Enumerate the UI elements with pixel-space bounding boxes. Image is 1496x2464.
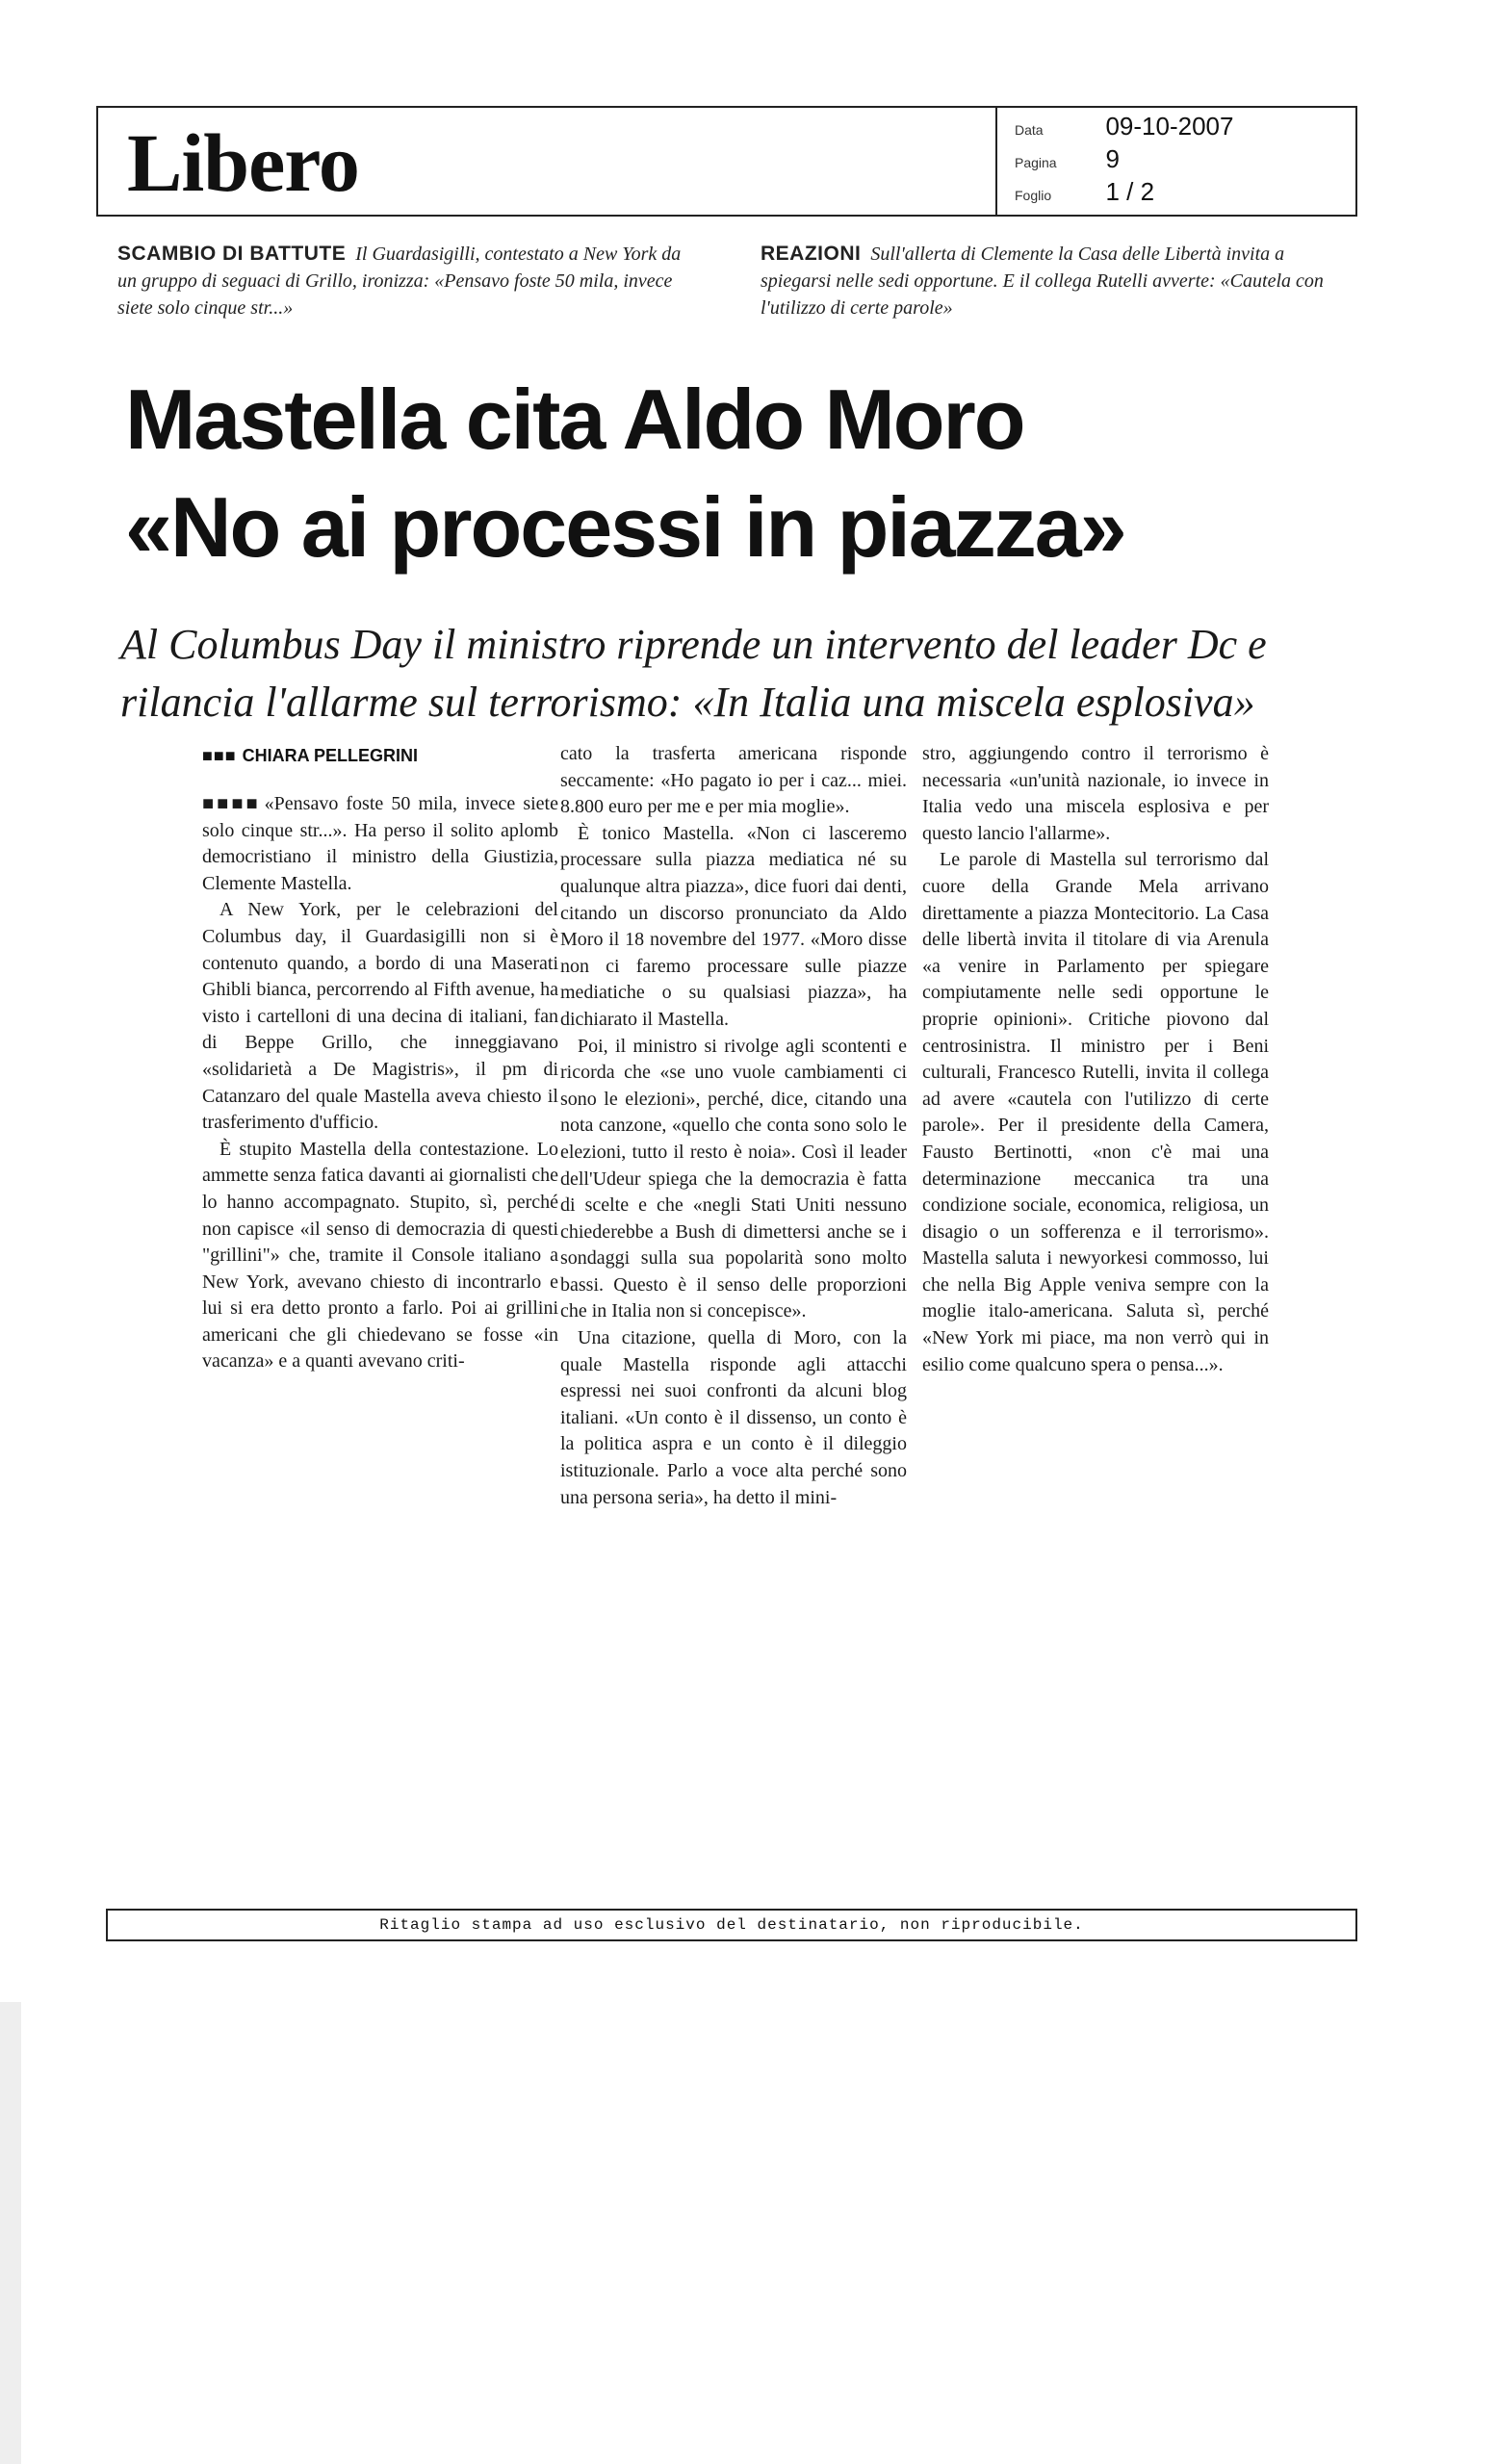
paragraph: È tonico Mastella. «Non ci lasceremo processare sulla piazza mediatica né su qualunque altra piazza», dice fuori dai denti, citando un discorso pronunciato da Aldo Moro il 18 novembre del 1977. «Moro disse non ci faremo processare sulle piazze mediatiche o su qualsiasi piazza», ha dichiarato il Mastella. — [560, 822, 907, 1030]
sheet-value: 1 / 2 — [1105, 177, 1155, 206]
newspaper-logo: Libero — [127, 116, 359, 209]
headline-line-2: «No ai processi in piazza» — [125, 479, 1125, 575]
kicker-right — [761, 241, 1348, 321]
headline — [125, 366, 1357, 581]
subheadline-line-2: rilancia l'allarme sul terrorismo: «In Italia una miscela esplosiva» — [120, 679, 1255, 726]
headline-line-1: Mastella cita Aldo Moro — [125, 372, 1024, 467]
paragraph-text: «Pensavo foste 50 mila, invece siete solo cinque str...». Ha perso il solito aplomb democristiano il ministro della Giustizia, Clemente Mastella. — [202, 793, 558, 894]
article-column-1 — [202, 791, 558, 1375]
clipping-metadata — [995, 106, 1361, 217]
reproduction-notice: Ritaglio stampa ad uso esclusivo del destinatario, non riproducibile. — [106, 1909, 1357, 1941]
kicker-left-keyword: SCAMBIO DI BATTUTE — [117, 243, 347, 265]
paragraph: È stupito Mastella della contestazione. Lo ammette senza fatica davanti ai giornalisti che lo hanno accompagnato. Stupito, sì, perché non capisce «il senso di democrazia di questi "grillini"» che, tramite il Console italiano a New York, avevano chiesto di incontrarlo e lui si era detto pronto a farlo. Poi ai grillini americani che gli chiedevano se fosse «in vacanza» e a quanti avevano criti- — [202, 1138, 558, 1373]
page-row — [1015, 144, 1120, 174]
lead-marks: ■■■■ — [202, 793, 261, 814]
kicker-right-text: Sull'allerta di Clemente la Casa delle Libertà invita a spiegarsi nelle sedi opportune. E il collega Rutelli avverte: «Cautela con l'utilizzo di certe parole» — [761, 244, 1324, 319]
kicker-right-keyword: REAZIONI — [761, 243, 862, 265]
paragraph: Una citazione, quella di Moro, con la quale Mastella risponde agli attacchi espressi nei suoi confronti da alcuni blog italiani. «Un conto è il dissenso, un conto è la politica aspra e un conto è il dileggio istituzionale. Parlo a voce alta perché sono una persona seria», ha detto il mini- — [560, 1327, 907, 1508]
kicker-left — [117, 241, 705, 321]
paragraph: A New York, per le celebrazioni del Columbus day, il Guardasigilli non si è contenuto quando, a bordo di una Maserati Ghibli bianca, percorrendo al Fifth avenue, ha visto i cartelloni di una decina di italiani, fan di Beppe Grillo, che inneggiavano «solidarietà a De Magistris», il pm di Catanzaro del quale Mastella aveva chiesto il trasferimento d'ufficio. — [202, 899, 558, 1134]
date-label: Data — [1015, 122, 1044, 138]
paragraph: Le parole di Mastella sul terrorismo dal cuore della Grande Mela arrivano direttamente a piazza Montecitorio. La Casa delle libertà invita il titolare di via Arenula «a venire in Parlamento per spiegare compiutamente nelle sedi opportune le proprie opinioni». Critiche piovono dal centrosinistra. Il ministro per i Beni culturali, Francesco Rutelli, invita il collega ad avere «cautela con l'utilizzo di certe parole». Per il presidente della Camera, Fausto Bertinotti, «non c'è mai una determinazione meccanica tra una condizione sociale, economica, religiosa, un disagio o un sofferenza e il terrorismo». Mastella saluta i newyorkesi commosso, lui che nella Big Apple veniva sempre con la moglie italo-americana. Saluta sì, perché «New York mi piace, ma non verrò qui in esilio come qualcuno spera o pensa...». — [922, 849, 1269, 1375]
article-column-3 — [922, 741, 1269, 1378]
paragraph: Poi, il ministro si rivolge agli scontenti e ricorda che «se uno vuole cambiamenti ci sono le elezioni», perché, dice, citando una nota canzone, «quello che conta sono solo le elezioni, tutto il resto è noia». Così il leader dell'Udeur spiega che la democrazia è fatta di scelte e che «negli Stati Uniti nessuno chiederebbe a Bush di dimettersi anche se i sondaggi sulla sua popolarità sono molto bassi. Questo è il senso delle proporzioni che in Italia non si concepisce». — [560, 1035, 907, 1322]
byline-marker: ■■■ — [202, 746, 237, 765]
byline-author: CHIARA PELLEGRINI — [242, 746, 418, 765]
subheadline — [120, 616, 1314, 732]
kicker-left-text: Il Guardasigilli, contestato a New York da un gruppo di seguaci di Grillo, ironizza: «Pensavo foste 50 mila, invece siete solo cinque str...» — [117, 244, 682, 319]
clipping-header — [96, 106, 1357, 217]
paragraph: cato la trasferta americana risponde seccamente: «Ho pagato io per i caz... miei. 8.800 euro per me e per mia moglie». — [560, 743, 907, 818]
page-value: 9 — [1105, 144, 1120, 173]
paragraph: stro, aggiungendo contro il terrorismo è necessaria «un'unità nazionale, io invece in Italia vedo una miscela esplosiva e per questo lancio l'allarme». — [922, 743, 1269, 844]
article-column-2 — [560, 741, 907, 1511]
scan-edge — [0, 2002, 21, 2464]
byline — [202, 746, 418, 766]
page-label: Pagina — [1015, 155, 1057, 170]
sheet-row — [1015, 177, 1154, 207]
paragraph — [202, 791, 558, 897]
subheadline-line-1: Al Columbus Day il ministro riprende un intervento del leader Dc e — [120, 621, 1267, 668]
date-row — [1015, 112, 1233, 141]
date-value: 09-10-2007 — [1105, 112, 1234, 141]
sheet-label: Foglio — [1015, 188, 1052, 203]
